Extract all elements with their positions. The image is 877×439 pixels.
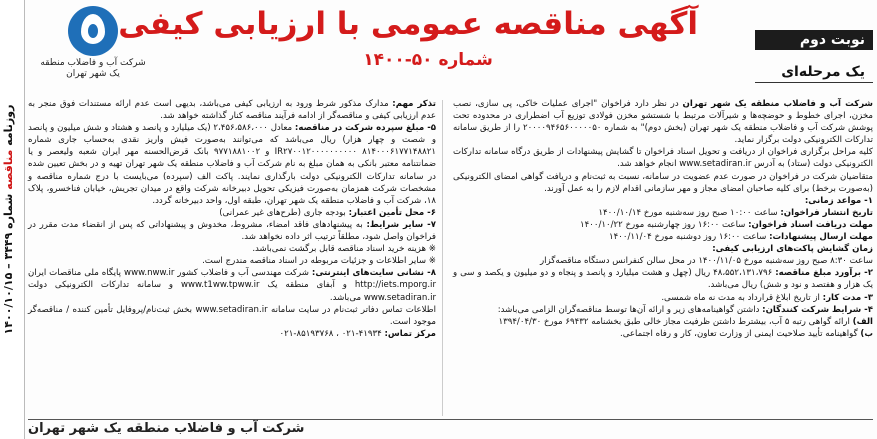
paragraph-text: کلیه مراحل برگزاری فراخوان از دریافت و تحویل اسناد فراخوان تا گشایش پیشنهادات از طریق درگاه سامانه تدارکات الکترونیکی دولت (ستاد) به آدرس www.setadiran.ir انجام خواهد شد. — [453, 147, 873, 170]
paragraph-heading: ۵- مبلغ سپرده شرکت در مناقصه: — [294, 123, 437, 134]
paragraph-heading: ۷- سایر شرایط: — [366, 219, 436, 230]
newspaper-issue-label: روزنامه مناقصه شماره ۳۴۴۹ – ۱۴۰۰/۱۰/۱۵ — [2, 104, 15, 335]
paragraph — [453, 207, 873, 219]
paragraph-heading: تاریخ انتشار فراخوان: — [780, 207, 873, 218]
paragraph — [453, 219, 873, 231]
paragraph-text: شرکت مهندسی آب و فاضلاب کشور www.nww.ir پایگاه ملی مناقصات ایران http://iets.mporg.ir و آبفای منطقه یک www.t1ww.tpww.ir و سامانه تدارکات الکترونیکی دولت www.setadiran.ir می‌باشد. — [28, 268, 436, 303]
paragraph-text: از تاریخ ابلاغ قرارداد به مدت نه ماه شمسی. — [661, 292, 823, 303]
paragraph — [453, 328, 873, 340]
paragraph-heading: شرکت آب و فاضلاب منطقه یک شهر تهران — [682, 99, 874, 109]
paragraph — [453, 98, 873, 146]
paragraph — [453, 304, 873, 316]
paragraph-heading: ۳- مدت کار: — [822, 292, 873, 303]
paragraph — [453, 292, 873, 304]
paragraph-heading: زمان گشایش پاکت‌های ارزیابی کیفی: — [712, 244, 873, 255]
paragraph — [453, 316, 873, 328]
paragraph-heading: تذکر مهم: — [392, 99, 436, 109]
paragraph — [28, 207, 436, 219]
paragraph — [453, 171, 873, 195]
paragraph-text: بودجه جاری (طرح‌های غیر عمرانی) — [219, 207, 349, 218]
paragraph — [28, 243, 436, 255]
paragraph — [453, 267, 873, 291]
tender-stage: یک مرحله‌ای — [755, 62, 873, 83]
paragraph — [453, 231, 873, 243]
paragraph-text: مدارک مذکور شرط ورود به ارزیابی کیفی می‌باشد، بدیهی است عدم ارائه مستندات فوق منجر به عدم ارزیابی کیفی و مناقصه‌گر از ادامه فرآیند مناقصه کنار گذاشته خواهد شد. — [28, 99, 436, 122]
paragraph-text: ساعت ۱۶:۰۰ روز دوشنبه مورخ ۱۴۰۰/۱۱/۰۴ — [609, 232, 770, 243]
logo-caption: شرکت آب و فاضلاب منطقه یک شهر تهران — [40, 58, 146, 79]
paragraph-text: به پیشنهادهای فاقد امضاء، مشروط، مخدوش و پیشنهاداتی که پس از انقضاء مدت مقرر در فراخوان واصل شود، مطلقاً ترتیب اثر داده نخواهد شد. — [28, 219, 436, 243]
paragraph-text: ۴۱۹۳۴-۰۲۱ ، ۸۵۱۹۳۷۶۸-۰۲۱ — [279, 328, 385, 339]
paragraph — [453, 195, 873, 207]
newspaper-side-strip — [0, 0, 25, 439]
paragraph — [28, 267, 436, 303]
paragraph-heading: ۲- برآورد مبلغ مناقصه: — [775, 268, 873, 279]
paragraph-heading: الف) — [852, 316, 873, 327]
ad-footer — [28, 419, 873, 436]
paragraph — [28, 122, 436, 207]
water-drop-icon — [68, 6, 118, 56]
left-column — [28, 98, 436, 340]
paragraph — [28, 219, 436, 243]
paragraph — [28, 328, 436, 340]
publication-round: نوبت دوم — [755, 30, 873, 50]
paragraph-text: ارائه گواهی رتبه ۵ آب، بیشترط داشتن ظرفیت مجاز خالی طبق بخشنامه ۶۹۴۳۲ مورخ ۱۳۹۴/۰۴/۳۰ — [498, 316, 853, 327]
paragraph-text: متقاضیان شرکت در فراخوان در صورت عدم عضویت در سامانه، نسبت به ثبت‌نام و دریافت گواهی امضای الکترونیکی (به‌صورت برخط) برای کلیه صاحبان امضای مجاز و مهر سازمانی اقدام لازم را به عمل آورند. — [453, 171, 873, 194]
paragraph-text: ساعت ۸:۳۰ صبح روز سه‌شنبه مورخ ۱۴۰۰/۱۱/۰۵ در محل سالن کنفرانس دستگاه مناقصه‌گزار — [539, 256, 873, 267]
ad-title: آگهی مناقصه عمومی با ارزیابی کیفی — [118, 6, 698, 42]
paragraph-text: ۴۸،۵۵۲،۱۳۱،۷۹۶ ریال (چهل و هشت میلیارد و پانصد و پنجاه و دو میلیون و یکصد و سی و یک هزار و هفتصد و نود و شش) ریال می‌باشد. — [453, 268, 873, 291]
paragraph-text: داشتن گواهینامه‌های زیر و ارائه آن‌ها توسط مناقصه‌گران الزامی می‌باشد: — [497, 304, 763, 315]
paragraph-text: معادل ۲،۴۵۶،۵۸۶،۰۰۰ (یک میلیارد و پانصد و هشتاد و شش میلیون و پانصد و شصت و چهار هزار) ریال می‌باشد که می‌توانند به‌صورت فیش واریز نقدی به‌حساب جاری شماره ۸۱۴۰۰۰۶۱۷۷۱۴۸۸۲۱ IR۲۷۰۰۱۲۰۰۰۰۰۰۰۰۰۰ و ۹۷۷۱۸۸۱۰۰۲ بانک قرض‌الحسنه مهر ایران شعبه ولیعصر و یا ضمانتنامه معتبر بانکی به همان مبلغ به نام شرکت آب و فاضلاب منطقه یک شهر تهران تهیه و در بخش تعیین شده در سامانه تدارکات الکترونیکی دولت بارگذاری نمایند. پاکت الف (سپرده) می‌بایست با درج شماره مناقصه و مشخصات شرکت همزمان به‌صورت فیزیکی تحویل دبیرخانه شرکت واقع در میدان تجریش، خیابان فناخسرو، پلاک ۱۸، شرکت آب و فاضلاب منطقه یک شهر تهران، طبقه اول، واحد دبیرخانه گردد. — [28, 123, 436, 206]
column-divider — [442, 100, 443, 416]
ad-number: شماره ۵۰-۱۴۰۰ — [363, 50, 493, 70]
ad-header — [28, 4, 873, 96]
paragraph-heading: ۸- نشانی سایت‌های اینترنتی: — [311, 268, 436, 279]
paragraph-text: در نظر دارد فراخوان "اجرای عملیات خاکی، پی سازی، نصب مخزن، اجرای خطوط و حوضچه‌ها و شیرآلات مرتبط با شستشو مخزن فولادی توزیع آب اضطراری در محدوده تحت پوشش شرکت آب و فاضلاب منطقه یک شهر تهران (بخش دوم)" به شماره ۲۰۰۰۰۹۴۶۵۶۰۰۰۰۰۵۰ را از طریق سامانه تدارکات الکترونیکی دولت برگزار نماید. — [453, 99, 873, 146]
paragraph-heading: مرکز تماس: — [384, 328, 436, 339]
paragraph-heading: ۱- مواعد زمانی: — [804, 195, 873, 206]
footer-company: شرکت آب و فاضلاب منطقه یک شهر تهران — [28, 421, 305, 436]
paragraph — [28, 304, 436, 328]
paragraph — [453, 243, 873, 255]
paragraph-heading: مهلت دریافت اسناد فراخوان: — [748, 219, 873, 230]
paragraph — [453, 146, 873, 170]
paragraph — [28, 255, 436, 267]
paragraph-heading: ۶- محل تأمین اعتبار: — [348, 207, 436, 218]
paragraph-text: گواهینامه تأیید صلاحیت ایمنی از وزارت تعاون، کار و رفاه اجتماعی. — [619, 328, 861, 339]
paragraph-text: ※ سایر اطلاعات و جزئیات مربوطه در اسناد مناقصه مندرج است. — [202, 256, 436, 267]
paragraph-text: ساعت ۱۶:۰۰ روز چهارشنبه مورخ ۱۴۰۰/۱۰/۲۲ — [580, 219, 749, 230]
paragraph-text: ساعت ۱۰:۰۰ صبح روز سه‌شنبه مورخ ۱۴۰۰/۱۰/۱۴ — [598, 207, 781, 218]
paragraph-text: ※ هزینه خرید اسناد مناقصه قابل برگشت نمی‌باشد. — [252, 244, 436, 255]
paragraph-heading: ب) — [860, 328, 873, 339]
right-column — [453, 98, 873, 340]
paragraph — [28, 98, 436, 122]
paragraph-heading: مهلت ارسال پیشنهادات: — [769, 232, 873, 243]
paragraph-text: اطلاعات تماس دفاتر ثبت‌نام در سایت سامانه www.setadiran.ir بخش ثبت‌نام/پروفایل تأمین کننده / مناقصه‌گر موجود است. — [28, 304, 436, 327]
paragraph-heading: ۴- شرایط شرکت کنندگان: — [762, 304, 873, 315]
paragraph — [453, 255, 873, 267]
ad-frame — [28, 4, 873, 435]
